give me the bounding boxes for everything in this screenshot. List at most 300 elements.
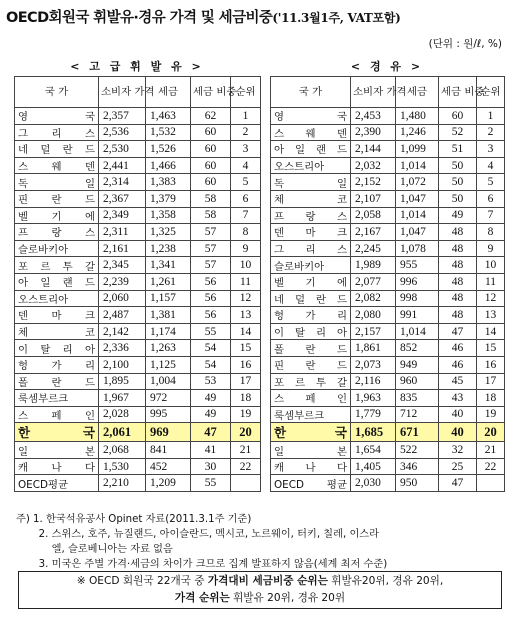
header-country: 국 가 xyxy=(15,77,99,108)
price-cell: 2,068 xyxy=(99,442,146,459)
tax-cell: 852 xyxy=(396,340,439,357)
rank-cell: 15 xyxy=(477,340,505,357)
rank-cell: 16 xyxy=(477,356,505,373)
price-cell: 2,530 xyxy=(99,141,146,158)
country-cell: 오스트리아 xyxy=(271,157,351,174)
ratio-cell: 52 xyxy=(439,124,477,141)
price-cell: 1,967 xyxy=(99,390,146,407)
rank-cell: 6 xyxy=(477,190,505,207)
country-cell: 한 국 xyxy=(15,423,99,442)
price-cell: 2,116 xyxy=(351,373,396,390)
ratio-cell: 40 xyxy=(439,423,477,442)
country-cell: 룩셈부르크 xyxy=(15,390,99,407)
rank-cell: 4 xyxy=(231,157,261,174)
rank-cell: 8 xyxy=(231,224,261,241)
ratio-cell: 49 xyxy=(191,390,231,407)
ratio-cell: 58 xyxy=(191,190,231,207)
rank-cell: 9 xyxy=(477,240,505,257)
price-cell: 2,487 xyxy=(99,307,146,324)
rank-cell: 14 xyxy=(477,323,505,340)
ratio-cell: 53 xyxy=(191,373,231,390)
country-cell: 독 일 xyxy=(271,174,351,191)
ratio-cell: 50 xyxy=(439,190,477,207)
tax-cell: 950 xyxy=(396,475,439,492)
tax-cell: 1,014 xyxy=(396,157,439,174)
table-row xyxy=(271,290,505,307)
price-cell: 1,861 xyxy=(351,340,396,357)
country-cell: 한 국 xyxy=(271,423,351,442)
country-cell: 슬로바키아 xyxy=(271,257,351,274)
country-cell: OECD평균 xyxy=(15,475,99,492)
ratio-cell: 41 xyxy=(191,442,231,459)
ratio-cell: 47 xyxy=(439,475,477,492)
table-row xyxy=(15,190,261,207)
country-cell: 영 국 xyxy=(15,108,99,125)
rank-cell: 19 xyxy=(477,406,505,423)
tax-cell: 949 xyxy=(396,356,439,373)
diesel-heading: < 경 유 > xyxy=(350,60,424,73)
tax-cell: 1,209 xyxy=(146,475,191,492)
price-cell: 2,357 xyxy=(99,108,146,125)
table-row xyxy=(15,356,261,373)
table-row xyxy=(271,442,505,459)
price-cell: 2,453 xyxy=(351,108,396,125)
price-cell: 2,441 xyxy=(99,157,146,174)
header-tax: 세금 xyxy=(396,77,439,108)
country-cell: 폴 란 드 xyxy=(271,340,351,357)
ratio-cell: 25 xyxy=(439,458,477,475)
tax-cell: 991 xyxy=(396,307,439,324)
tax-cell: 346 xyxy=(396,458,439,475)
tax-cell: 1,174 xyxy=(146,323,191,340)
ratio-cell: 55 xyxy=(191,323,231,340)
price-cell: 2,058 xyxy=(351,207,396,224)
table-row xyxy=(15,323,261,340)
rank-cell: 13 xyxy=(477,307,505,324)
country-cell: 체 코 xyxy=(271,190,351,207)
ratio-cell: 40 xyxy=(439,406,477,423)
table-header-row xyxy=(271,77,505,108)
ratio-cell: 45 xyxy=(439,373,477,390)
tax-cell: 1,341 xyxy=(146,257,191,274)
ratio-cell: 46 xyxy=(439,356,477,373)
rank-cell xyxy=(231,475,261,492)
table-row xyxy=(271,406,505,423)
table-row xyxy=(15,141,261,158)
table-row xyxy=(271,224,505,241)
table-row-highlight xyxy=(271,423,505,442)
tax-cell: 1,263 xyxy=(146,340,191,357)
ratio-cell: 49 xyxy=(191,406,231,423)
tax-cell: 1,463 xyxy=(146,108,191,125)
price-cell: 2,349 xyxy=(99,207,146,224)
country-cell: 헝 가 리 xyxy=(271,307,351,324)
footnote-line: 주) 1. 한국석유공사 Opinet 자료(2011.3.1주 기준) xyxy=(16,514,252,525)
price-cell: 1,895 xyxy=(99,373,146,390)
tax-cell: 1,014 xyxy=(396,323,439,340)
price-cell: 2,157 xyxy=(351,323,396,340)
table-row xyxy=(271,124,505,141)
gasoline-table xyxy=(14,76,261,492)
tax-cell: 671 xyxy=(396,423,439,442)
rank-cell: 10 xyxy=(477,257,505,274)
rank-cell: 22 xyxy=(477,458,505,475)
country-cell: 헝 가 리 xyxy=(15,356,99,373)
summary-line-2 xyxy=(19,590,501,607)
ratio-cell: 57 xyxy=(191,257,231,274)
country-cell: 스 페 인 xyxy=(15,406,99,423)
price-cell: 2,030 xyxy=(351,475,396,492)
price-cell: 1,685 xyxy=(351,423,396,442)
rank-cell: 16 xyxy=(231,356,261,373)
tax-cell: 998 xyxy=(396,290,439,307)
summary-box xyxy=(18,571,502,609)
ratio-cell: 60 xyxy=(439,108,477,125)
tax-cell: 1,261 xyxy=(146,273,191,290)
table-row xyxy=(15,108,261,125)
price-cell: 2,239 xyxy=(99,273,146,290)
rank-cell: 1 xyxy=(231,108,261,125)
ratio-cell: 57 xyxy=(191,240,231,257)
ratio-cell: 62 xyxy=(191,108,231,125)
rank-cell: 20 xyxy=(231,423,261,442)
rank-cell: 7 xyxy=(231,207,261,224)
rank-cell: 21 xyxy=(231,442,261,459)
ratio-cell: 58 xyxy=(191,207,231,224)
table-row xyxy=(271,273,505,290)
title-sub: ('11.3월1주, VAT포함) xyxy=(272,11,401,25)
ratio-cell: 48 xyxy=(439,273,477,290)
country-cell: 아 일 랜 드 xyxy=(15,273,99,290)
country-cell: 그 리 스 xyxy=(15,124,99,141)
rank-cell: 10 xyxy=(231,257,261,274)
price-cell: 2,028 xyxy=(99,406,146,423)
rank-cell: 3 xyxy=(231,141,261,158)
rank-cell: 12 xyxy=(231,290,261,307)
price-cell: 2,390 xyxy=(351,124,396,141)
tax-cell: 1,238 xyxy=(146,240,191,257)
table-row xyxy=(15,307,261,324)
price-cell: 1,530 xyxy=(99,458,146,475)
country-cell: 슬로바키아 xyxy=(15,240,99,257)
header-price: 소비자 가격 xyxy=(99,77,146,108)
country-cell: 체 코 xyxy=(15,323,99,340)
tax-cell: 1,047 xyxy=(396,224,439,241)
rank-cell: 4 xyxy=(477,157,505,174)
tax-cell: 1,246 xyxy=(396,124,439,141)
rank-cell: 5 xyxy=(231,174,261,191)
price-cell: 1,405 xyxy=(351,458,396,475)
table-row xyxy=(15,240,261,257)
summary-text: ※ OECD 회원국 22개국 중 xyxy=(76,575,208,587)
rank-cell xyxy=(477,475,505,492)
table-row xyxy=(15,157,261,174)
table-row xyxy=(271,240,505,257)
country-cell: OECD 평균 xyxy=(271,475,351,492)
country-cell: 스 페 인 xyxy=(271,390,351,407)
country-cell: 영 국 xyxy=(271,108,351,125)
country-cell: 아 일 랜 드 xyxy=(271,141,351,158)
country-cell: 프 랑 스 xyxy=(15,224,99,241)
price-cell: 2,061 xyxy=(99,423,146,442)
tax-cell: 1,125 xyxy=(146,356,191,373)
tax-cell: 955 xyxy=(396,257,439,274)
tax-cell: 1,014 xyxy=(396,207,439,224)
rank-cell: 2 xyxy=(231,124,261,141)
price-cell: 2,367 xyxy=(99,190,146,207)
price-cell: 2,336 xyxy=(99,340,146,357)
tax-cell: 835 xyxy=(396,390,439,407)
ratio-cell: 55 xyxy=(191,475,231,492)
price-cell: 2,107 xyxy=(351,190,396,207)
country-cell: 프 랑 스 xyxy=(271,207,351,224)
tax-cell: 522 xyxy=(396,442,439,459)
ratio-cell: 46 xyxy=(439,340,477,357)
rank-cell: 21 xyxy=(477,442,505,459)
ratio-cell: 30 xyxy=(191,458,231,475)
table-row xyxy=(15,340,261,357)
rank-cell: 8 xyxy=(477,224,505,241)
price-cell: 2,077 xyxy=(351,273,396,290)
price-cell: 2,060 xyxy=(99,290,146,307)
ratio-cell: 48 xyxy=(439,240,477,257)
rank-cell: 9 xyxy=(231,240,261,257)
diesel-table xyxy=(270,76,505,492)
table-row xyxy=(15,273,261,290)
ratio-cell: 47 xyxy=(439,323,477,340)
country-cell: 네 덜 란 드 xyxy=(271,290,351,307)
tax-cell: 1,078 xyxy=(396,240,439,257)
ratio-cell: 60 xyxy=(191,174,231,191)
page-title xyxy=(6,6,514,28)
table-row xyxy=(271,340,505,357)
tax-cell: 1,004 xyxy=(146,373,191,390)
footnotes xyxy=(16,512,516,572)
summary-bold: 가격 순위는 xyxy=(174,592,230,604)
tax-cell: 712 xyxy=(396,406,439,423)
rank-cell: 18 xyxy=(477,390,505,407)
country-cell: 캐 나 다 xyxy=(271,458,351,475)
rank-cell: 6 xyxy=(231,190,261,207)
table-row xyxy=(15,207,261,224)
ratio-cell: 48 xyxy=(439,290,477,307)
price-cell: 2,152 xyxy=(351,174,396,191)
unit-label: (단위 : 원/ℓ, %) xyxy=(428,38,502,50)
table-row xyxy=(271,141,505,158)
table-row xyxy=(271,157,505,174)
country-cell: 그 리 스 xyxy=(271,240,351,257)
tax-cell: 1,383 xyxy=(146,174,191,191)
ratio-cell: 56 xyxy=(191,290,231,307)
table-row xyxy=(271,307,505,324)
country-cell: 룩셈부르크 xyxy=(271,406,351,423)
table-row xyxy=(15,442,261,459)
rank-cell: 20 xyxy=(477,423,505,442)
table-row-highlight xyxy=(15,423,261,442)
table-row-average xyxy=(15,475,261,492)
ratio-cell: 48 xyxy=(439,224,477,241)
tax-cell: 1,072 xyxy=(396,174,439,191)
country-cell: 오스트리아 xyxy=(15,290,99,307)
table-row xyxy=(15,458,261,475)
ratio-cell: 51 xyxy=(439,141,477,158)
ratio-cell: 49 xyxy=(439,207,477,224)
tax-cell: 1,325 xyxy=(146,224,191,241)
price-cell: 2,314 xyxy=(99,174,146,191)
price-cell: 2,032 xyxy=(351,157,396,174)
table-row xyxy=(271,257,505,274)
price-cell: 2,144 xyxy=(351,141,396,158)
country-cell: 벨 기 에 xyxy=(15,207,99,224)
table-row xyxy=(15,390,261,407)
price-cell: 2,161 xyxy=(99,240,146,257)
ratio-cell: 56 xyxy=(191,273,231,290)
rank-cell: 12 xyxy=(477,290,505,307)
ratio-cell: 54 xyxy=(191,340,231,357)
footnote-line: 엘, 슬로베니아는 자료 없음 xyxy=(16,544,173,555)
table-row xyxy=(271,373,505,390)
rank-cell: 17 xyxy=(477,373,505,390)
rank-cell: 13 xyxy=(231,307,261,324)
ratio-cell: 60 xyxy=(191,141,231,158)
table-row xyxy=(271,458,505,475)
country-cell: 핀 란 드 xyxy=(15,190,99,207)
rank-cell: 5 xyxy=(477,174,505,191)
tax-cell: 1,099 xyxy=(396,141,439,158)
tax-cell: 1,466 xyxy=(146,157,191,174)
ratio-cell: 57 xyxy=(191,224,231,241)
summary-bold: 가격대비 세금비중 순위는 xyxy=(207,575,328,587)
price-cell: 2,245 xyxy=(351,240,396,257)
ratio-cell: 60 xyxy=(191,124,231,141)
price-cell: 2,536 xyxy=(99,124,146,141)
rank-cell: 11 xyxy=(231,273,261,290)
country-cell: 덴 마 크 xyxy=(15,307,99,324)
country-cell: 스 웨 덴 xyxy=(15,157,99,174)
footnote-line: 2. 스위스, 호주, 뉴질랜드, 아이슬란드, 멕시코, 노르웨이, 터키, 칠레, 이스라 xyxy=(16,529,379,540)
price-cell: 1,654 xyxy=(351,442,396,459)
tax-cell: 1,358 xyxy=(146,207,191,224)
table-row xyxy=(15,290,261,307)
ratio-cell: 47 xyxy=(191,423,231,442)
price-cell: 2,311 xyxy=(99,224,146,241)
country-cell: 이 탈 리 아 xyxy=(271,323,351,340)
price-cell: 2,082 xyxy=(351,290,396,307)
table-header-row xyxy=(15,77,261,108)
table-row xyxy=(271,323,505,340)
table-row xyxy=(15,406,261,423)
tax-cell: 1,047 xyxy=(396,190,439,207)
price-cell: 2,345 xyxy=(99,257,146,274)
tax-cell: 1,526 xyxy=(146,141,191,158)
table-row xyxy=(15,257,261,274)
table-row-average xyxy=(271,475,505,492)
tax-cell: 972 xyxy=(146,390,191,407)
table-row xyxy=(271,390,505,407)
rank-cell: 3 xyxy=(477,141,505,158)
ratio-cell: 50 xyxy=(439,157,477,174)
footnote-line: 3. 미국은 주별 가격·세금의 차이가 크므로 집계 발표하지 않음(세계 최저 수준) xyxy=(16,559,388,570)
tax-cell: 995 xyxy=(146,406,191,423)
country-cell: 독 일 xyxy=(15,174,99,191)
country-cell: 일 본 xyxy=(271,442,351,459)
tax-cell: 969 xyxy=(146,423,191,442)
table-row xyxy=(271,108,505,125)
table-row xyxy=(271,190,505,207)
tax-cell: 1,480 xyxy=(396,108,439,125)
table-row xyxy=(271,174,505,191)
header-ratio: 세금 비중 xyxy=(191,77,231,108)
tax-cell: 1,381 xyxy=(146,307,191,324)
summary-line-1 xyxy=(19,573,501,590)
price-cell: 2,142 xyxy=(99,323,146,340)
price-cell: 2,080 xyxy=(351,307,396,324)
rank-cell: 1 xyxy=(477,108,505,125)
summary-text: 휘발유 20위, 경유 20위 xyxy=(229,592,346,604)
ratio-cell: 60 xyxy=(191,157,231,174)
summary-text: 휘발유20위, 경유 20위, xyxy=(327,575,444,587)
ratio-cell: 54 xyxy=(191,356,231,373)
table-row xyxy=(15,224,261,241)
tax-cell: 1,532 xyxy=(146,124,191,141)
price-cell: 1,779 xyxy=(351,406,396,423)
country-cell: 일 본 xyxy=(15,442,99,459)
price-cell: 1,989 xyxy=(351,257,396,274)
header-ratio: 세금 비중 xyxy=(439,77,477,108)
tax-cell: 996 xyxy=(396,273,439,290)
table-row xyxy=(15,174,261,191)
header-tax: 세금 xyxy=(146,77,191,108)
table-row xyxy=(15,124,261,141)
tax-cell: 1,157 xyxy=(146,290,191,307)
country-cell: 네 덜 란 드 xyxy=(15,141,99,158)
rank-cell: 22 xyxy=(231,458,261,475)
price-cell: 2,210 xyxy=(99,475,146,492)
rank-cell: 17 xyxy=(231,373,261,390)
rank-cell: 19 xyxy=(231,406,261,423)
rank-cell: 15 xyxy=(231,340,261,357)
rank-cell: 14 xyxy=(231,323,261,340)
header-rank: 순위 xyxy=(477,77,505,108)
tax-cell: 452 xyxy=(146,458,191,475)
price-cell: 2,167 xyxy=(351,224,396,241)
country-cell: 이 탈 리 아 xyxy=(15,340,99,357)
ratio-cell: 32 xyxy=(439,442,477,459)
rank-cell: 2 xyxy=(477,124,505,141)
rank-cell: 11 xyxy=(477,273,505,290)
gasoline-heading: < 고 급 휘 발 유 > xyxy=(70,60,204,73)
country-cell: 포 르 투 갈 xyxy=(15,257,99,274)
ratio-cell: 43 xyxy=(439,390,477,407)
country-cell: 스 웨 덴 xyxy=(271,124,351,141)
country-cell: 핀 란 드 xyxy=(271,356,351,373)
tax-cell: 960 xyxy=(396,373,439,390)
tax-cell: 841 xyxy=(146,442,191,459)
tax-cell: 1,379 xyxy=(146,190,191,207)
ratio-cell: 48 xyxy=(439,257,477,274)
ratio-cell: 50 xyxy=(439,174,477,191)
title-main: OECD회원국 휘발유·경유 가격 및 세금비중 xyxy=(6,10,273,26)
table-row xyxy=(271,207,505,224)
country-cell: 포 르 투 갈 xyxy=(271,373,351,390)
price-cell: 2,100 xyxy=(99,356,146,373)
header-rank: 순위 xyxy=(231,77,261,108)
rank-cell: 18 xyxy=(231,390,261,407)
table-row xyxy=(15,373,261,390)
country-cell: 캐 나 다 xyxy=(15,458,99,475)
header-price: 소비자 가격 xyxy=(351,77,396,108)
header-country: 국 가 xyxy=(271,77,351,108)
